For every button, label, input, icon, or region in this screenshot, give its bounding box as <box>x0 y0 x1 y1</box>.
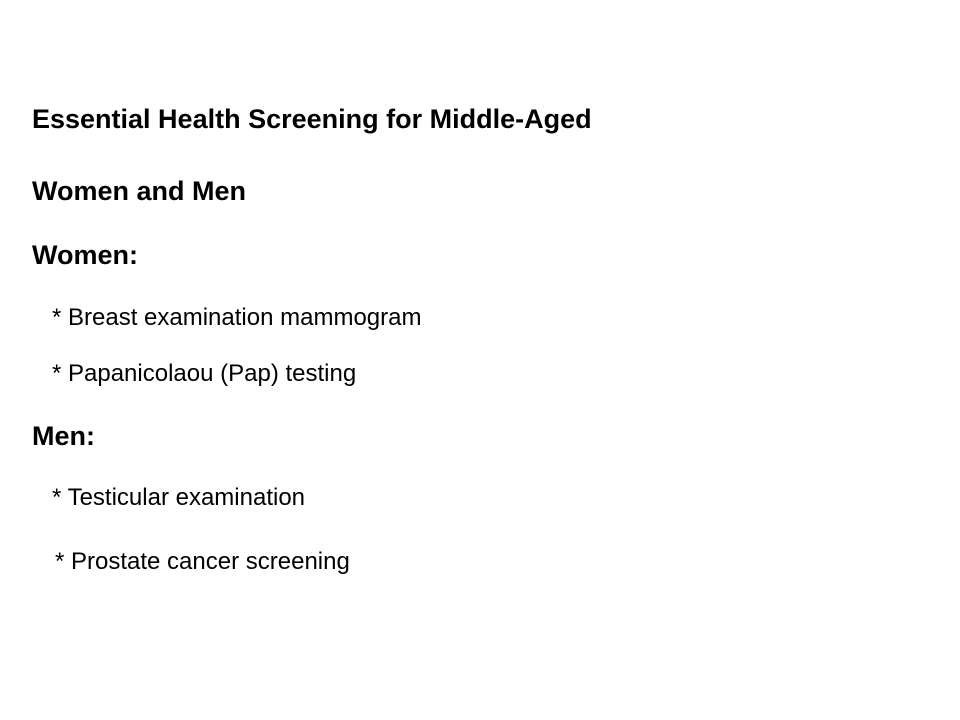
slide-title-line-1: Essential Health Screening for Middle-Aged <box>32 104 592 134</box>
slide-title-line-2: Women and Men <box>32 176 247 206</box>
list-item-pap-test: * Papanicolaou (Pap) testing <box>52 360 357 387</box>
section-heading-women: Women: <box>32 240 138 270</box>
list-item-testicular-exam: * Testicular examination <box>52 484 306 511</box>
list-item-prostate-screening: * Prostate cancer screening <box>55 548 350 575</box>
list-item-breast-exam: * Breast examination mammogram <box>52 304 422 331</box>
section-heading-men: Men: <box>32 421 95 451</box>
